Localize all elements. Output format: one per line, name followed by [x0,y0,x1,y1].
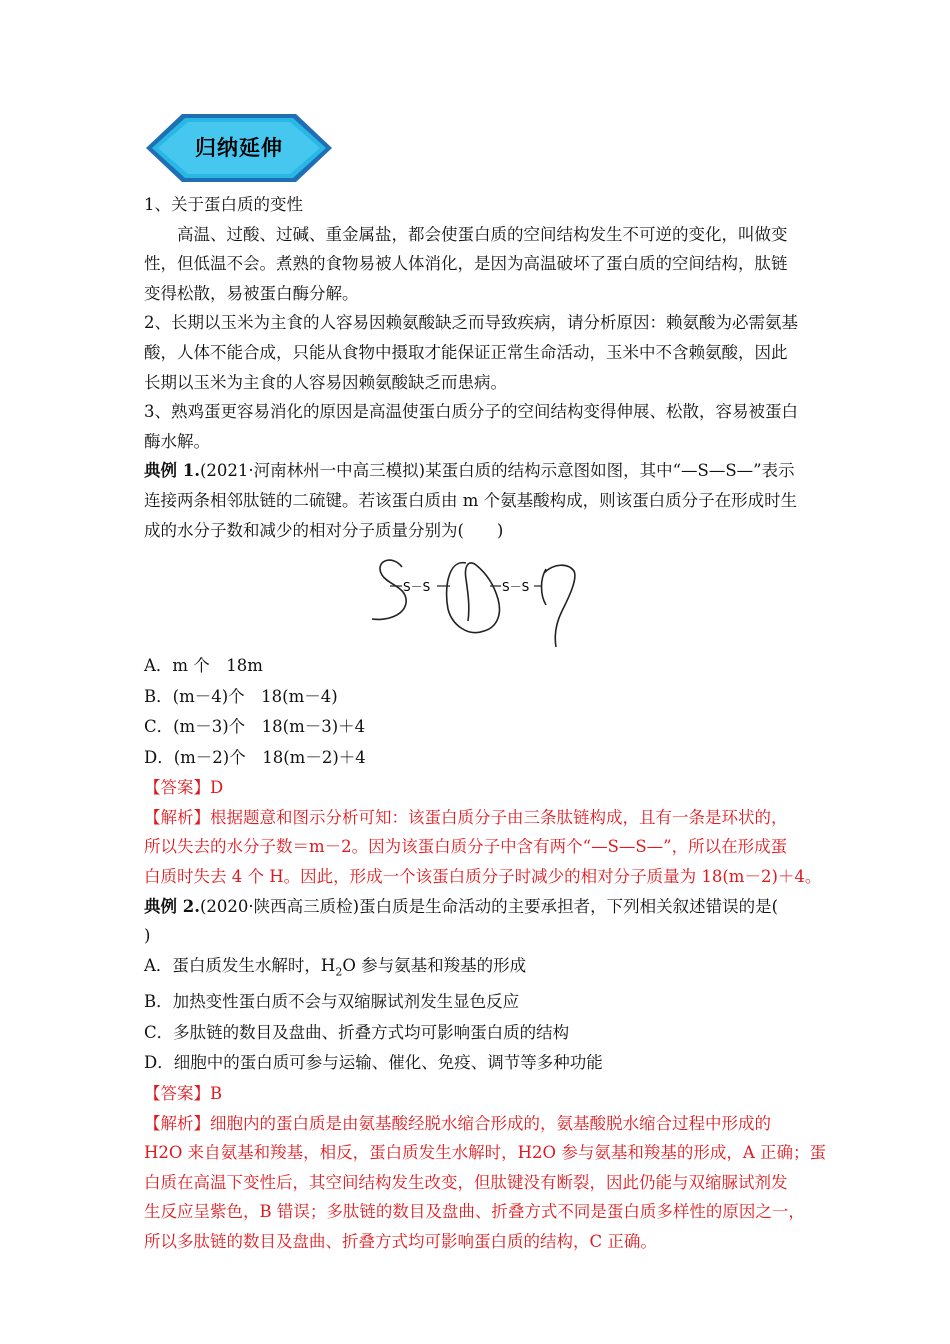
example1-question [144,456,812,486]
example1-analysis-line: 所以失去的水分子数＝m－2。因为该蛋白质分子中含有两个“—S—S—”，所以在形成蛋 [144,837,788,857]
section2-line: 2、长期以玉米为主食的人容易因赖氨酸缺乏而导致疾病，请分析原因：赖氨酸为必需氨基 [144,313,798,333]
example1-option-d: D．(m－2)个 18(m－2)＋4 [144,747,366,767]
protein-structure-diagram [368,549,588,649]
example2-question-line: ) [144,926,151,946]
example1-analysis-line: 白质时失去 4 个 H。因此，形成一个该蛋白质分子时减少的相对分子质量为 18(m－2)＋4。 [144,866,822,886]
example2-option-b: B．加热变性蛋白质不会与双缩脲试剂发生显色反应 [144,992,520,1012]
example2-answer: 【答案】B [144,1083,223,1103]
example1-label: 典例 1. [144,461,200,481]
section2-line: 酸，人体不能合成，只能从食物中摄取才能保证正常生命活动，玉米中不含赖氨酸，因此 [144,342,788,362]
example2-label: 典例 2. [144,896,200,916]
protein-structure-figure [144,549,812,649]
example2-option-a [144,951,812,988]
section1-line: 变得松散，易被蛋白酶分解。 [144,283,359,303]
section1-line: 高温、过酸、过碱、重金属盐，都会使蛋白质的空间结构发生不可逆的变化，叫做变 [177,224,788,244]
content-body [144,190,826,1257]
example2-analysis-line: 所以多肽链的数目及盘曲、折叠方式均可影响蛋白质的结构，C 正确。 [144,1231,657,1251]
example1-question-line: 连接两条相邻肽链的二硫键。若该蛋白质由 m 个氨基酸构成，则该蛋白质分子在形成时生 [144,490,798,510]
example2-question-text: (2020·陕西高三质检)蛋白质是生命活动的主要承担者，下列相关叙述错误的是( [199,896,779,916]
example2-option-a-post: O 参与氨基和羧基的形成 [342,955,527,975]
example2-analysis-line: 白质在高温下变性后，其空间结构发生改变，但肽键没有断裂，因此仍能与双缩脲试剂发 [144,1172,788,1192]
section1-heading: 1、关于蛋白质的变性 [144,195,303,214]
example2-option-a-sub: 2 [335,964,343,978]
example1-analysis-line: 【解析】根据题意和图示分析可知：该蛋白质分子由三条肽链构成，且有一条是环状的， [144,807,788,827]
disulfide-label-left: S－S [403,580,431,595]
example2-option-d: D．细胞中的蛋白质可参与运输、催化、免疫、调节等多种功能 [144,1053,603,1073]
example2-option-a-pre: A．蛋白质发生水解时，H [144,955,336,975]
example1-option-b: B．(m－4)个 18(m－4) [144,686,338,706]
example2-analysis-line: H2O 来自氨基和羧基，相反，蛋白质发生水解时，H2O 参与氨基和羧基的形成，A 正确；蛋 [144,1143,826,1163]
section1-line: 性，但低温不会。煮熟的食物易被人体消化，是因为高温破坏了蛋白质的空间结构，肽链 [144,254,788,274]
section2-line: 长期以玉米为主食的人容易因赖氨酸缺乏而患病。 [144,372,507,392]
section3-line: 酶水解。 [144,431,210,451]
example2-option-c: C．多肽链的数目及盘曲、折叠方式均可影响蛋白质的结构 [144,1022,570,1042]
example2-analysis-line: 生反应呈紫色，B 错误；多肽链的数目及盘曲、折叠方式不同是蛋白质多样性的原因之一， [144,1202,805,1222]
example1-option-a: A．m 个 18m [144,656,263,676]
example1-question-line: 成的水分子数和减少的相对分子质量分别为( ) [144,520,504,540]
example1-answer: 【答案】D [144,778,224,798]
section3-line: 3、熟鸡蛋更容易消化的原因是高温使蛋白质分子的空间结构变得伸展、松散，容易被蛋白 [144,402,798,422]
disulfide-label-right: S－S [502,580,530,595]
example1-option-c: C．(m－3)个 18(m－3)＋4 [144,717,366,737]
section-banner [144,112,334,184]
example1-question-text: (2021·河南林州一中高三模拟)某蛋白质的结构示意图如图，其中“—S—S—”表示 [199,461,795,481]
example2-analysis-line: 【解析】细胞内的蛋白质是由氨基酸经脱水缩合形成的，氨基酸脱水缩合过程中形成的 [144,1113,771,1133]
banner-title: 归纳延伸 [195,136,283,160]
example2-question [144,892,812,922]
